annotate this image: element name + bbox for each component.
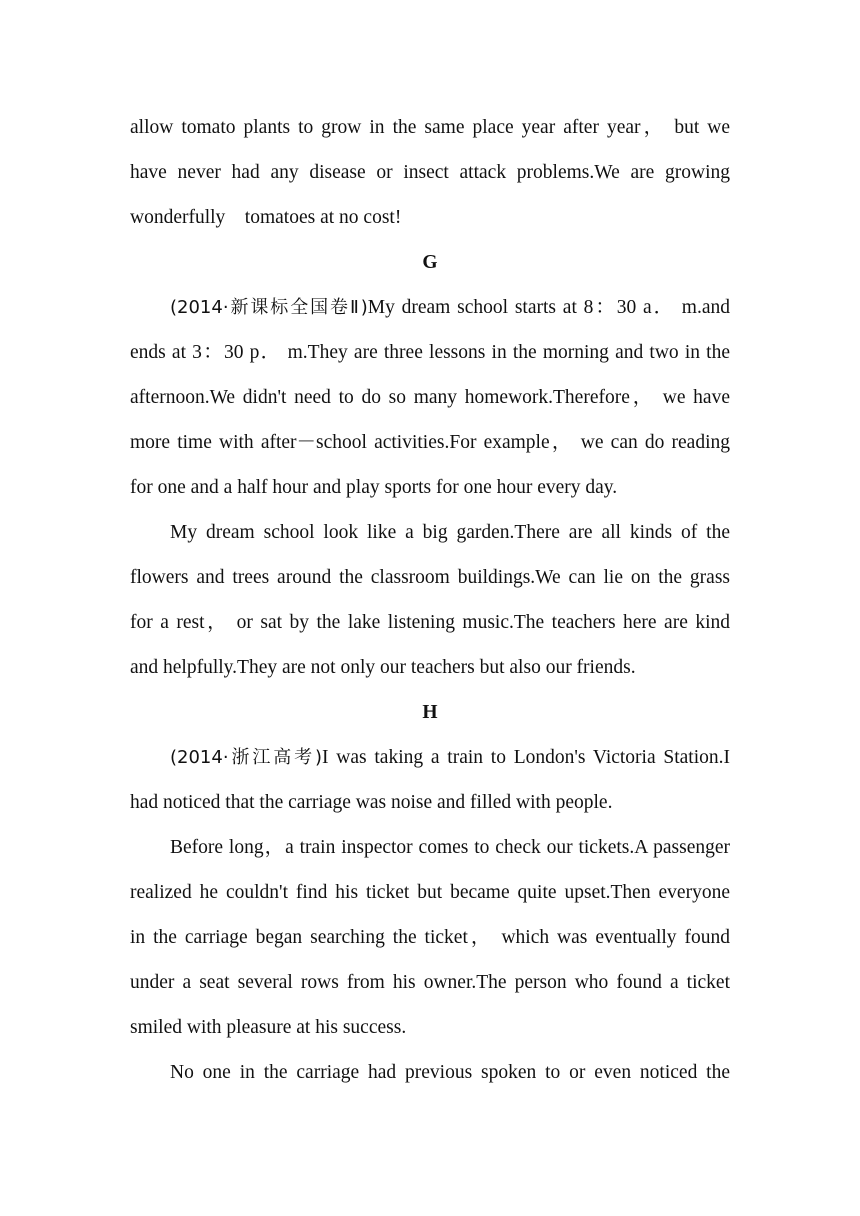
text-line-content: I was taking a train to London's Victoria Station.I: [322, 747, 731, 768]
text-line: allow tomato plants to grow in the same place year after year， but we: [130, 117, 730, 138]
text-line: for a rest， or sat by the lake listening music.The teachers here are kind: [130, 612, 730, 633]
text-line: under a seat several rows from his owner.The person who found a ticket: [130, 972, 730, 993]
source-citation: (2014·新课标全国卷Ⅱ): [170, 297, 368, 318]
text-line: smiled with pleasure at his success.: [130, 1017, 407, 1038]
text-line: My dream school look like a big garden.There are all kinds of the: [170, 522, 730, 543]
text-line: wonderfully tomatoes at no cost!: [130, 207, 402, 228]
text-line: afternoon.We didn't need to do so many homework.Therefore， we have: [130, 387, 730, 408]
text-line: and helpfully.They are not only our teachers but also our friends.: [130, 657, 636, 678]
text-line: No one in the carriage had previous spoken to or even noticed the: [170, 1062, 730, 1083]
text-line: realized he couldn't find his ticket but became quite upset.Then everyone: [130, 882, 730, 903]
text-line: in the carriage began searching the ticket， which was eventually found: [130, 927, 730, 948]
text-line: had noticed that the carriage was noise and filled with people.: [130, 792, 613, 813]
text-line: for one and a half hour and play sports for one hour every day.: [130, 477, 618, 498]
text-line: have never had any disease or insect attack problems.We are growing: [130, 162, 730, 183]
text-line: [170, 293, 730, 323]
text-line: Before long，a train inspector comes to check our tickets.A passenger: [170, 837, 730, 858]
text-line: more time with after－school activities.For example， we can do reading: [130, 432, 730, 453]
text-line-content: My dream school starts at 8：30 a． m.and: [367, 297, 730, 318]
section-heading-g: G: [422, 252, 438, 273]
section-heading-h: H: [422, 702, 438, 723]
text-line: [170, 743, 730, 773]
text-line: flowers and trees around the classroom buildings.We can lie on the grass: [130, 567, 730, 588]
text-line: ends at 3：30 p． m.They are three lessons in the morning and two in the: [130, 342, 730, 363]
source-citation: (2014·浙江高考): [170, 747, 323, 768]
